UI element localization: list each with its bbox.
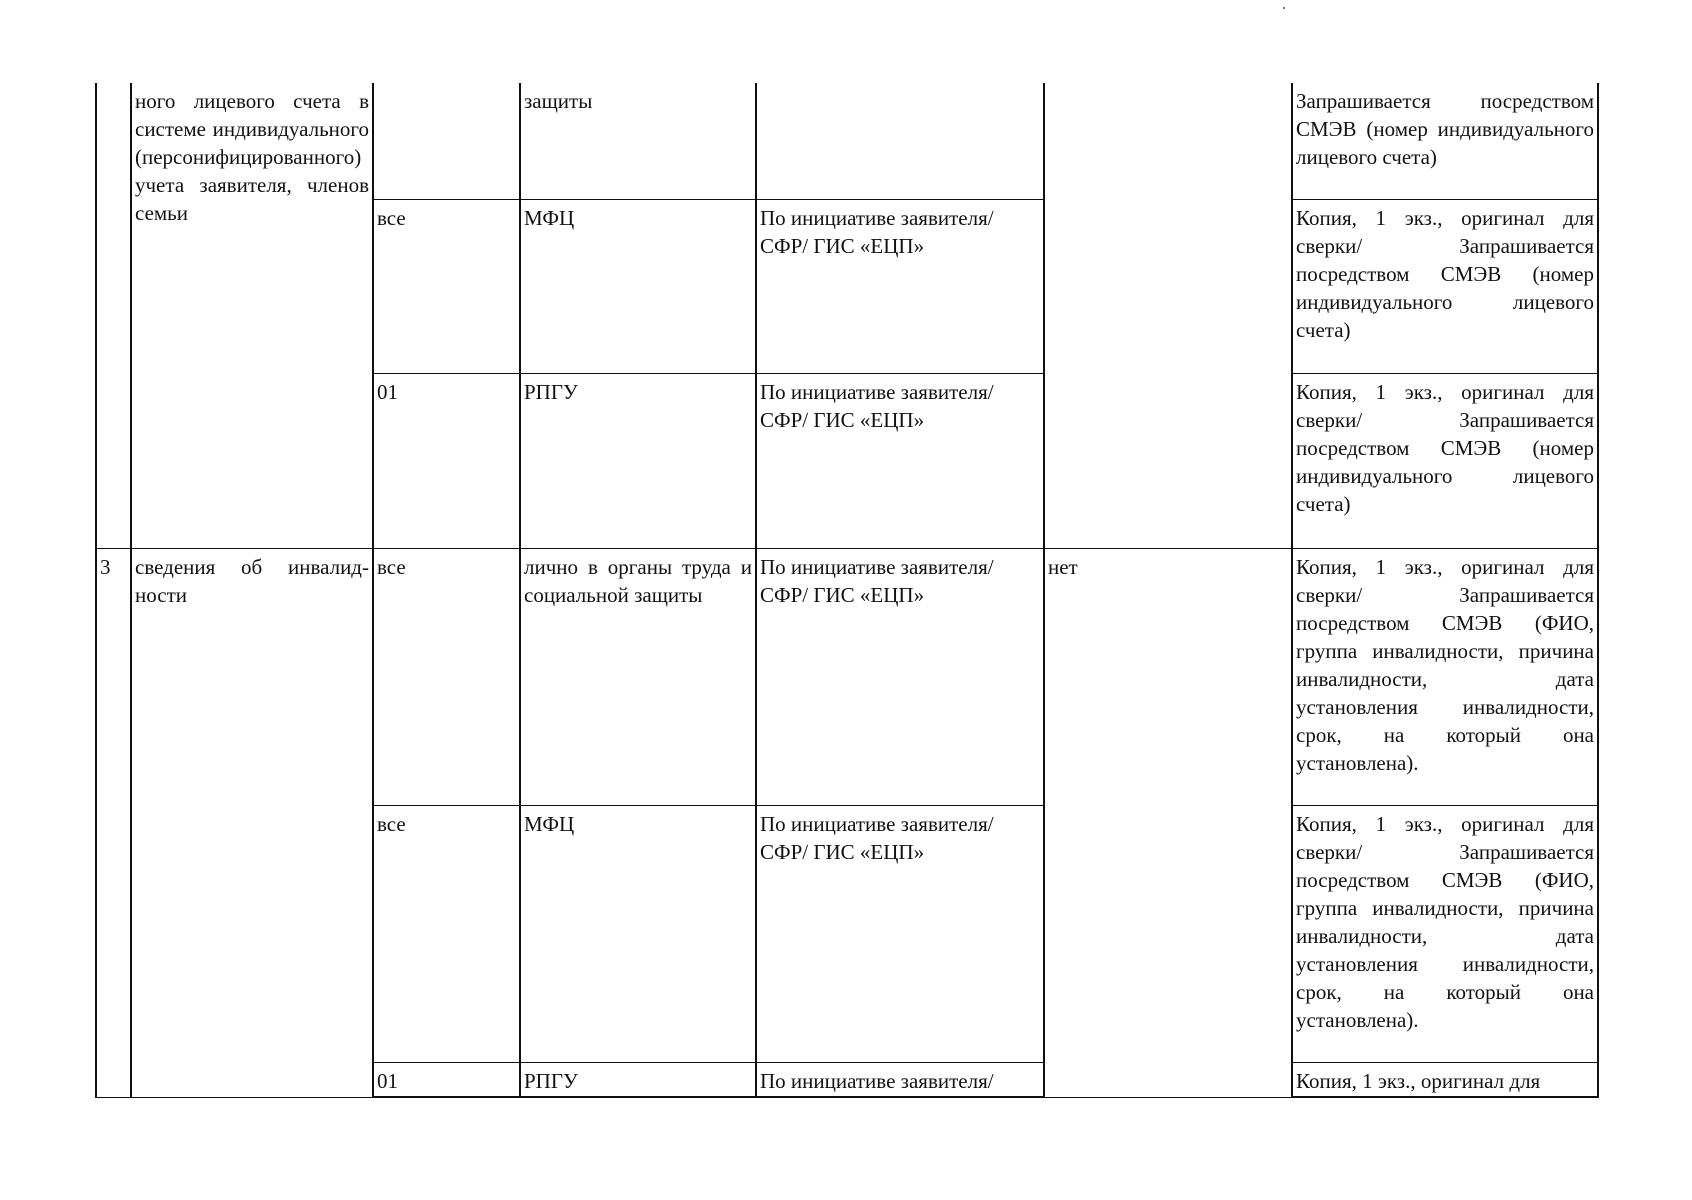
submission-note: Копия, 1 экз., оригинал для сверки/ Запрашивается посредством СМЭВ (номер индивидуального лицевого счета) [1292, 199, 1598, 373]
submission-initiative: По инициативе заявителя/ СФР/ ГИС «ЕЦП» [756, 373, 1044, 548]
submission-initiative: По инициативе заявителя/ СФР/ ГИС «ЕЦП» [756, 199, 1044, 373]
submission-place: защиты [520, 83, 756, 199]
submission-note: Копия, 1 экз., оригинал для сверки/ Запрашивается посредством СМЭВ (ФИО, группа инвалидности, причина инвалидности, дата установления инвалидности, срок, на который она установлена). [1292, 548, 1598, 805]
table-row [96, 83, 1598, 199]
scan-speck [1283, 7, 1285, 9]
document-name: ного лицевого счета в системе индивидуального (персонифицированного) учета заявителя, членов семьи [131, 83, 373, 548]
submission-place: МФЦ [520, 805, 756, 1062]
submission-place: МФЦ [520, 199, 756, 373]
submission-note: Запрашивается посредством СМЭВ (номер индивидуального лицевого счета) [1292, 83, 1598, 199]
requirements-table [95, 83, 1599, 1098]
applicant-category: 01 [373, 1062, 520, 1097]
submission-place: РПГУ [520, 1062, 756, 1097]
submission-note: Копия, 1 экз., оригинал для сверки/ Запрашивается посредством СМЭВ (ФИО, группа инвалидности, причина инвалидности, дата установления инвалидности, срок, на который она установлена). [1292, 805, 1598, 1062]
applicant-category: все [373, 805, 520, 1062]
submission-note: Копия, 1 экз., оригинал для сверки/ Запрашивается посредством СМЭВ (номер индивидуального лицевого счета) [1292, 373, 1598, 548]
submission-note: Копия, 1 экз., оригинал для [1292, 1062, 1598, 1097]
applicant-category [373, 83, 520, 199]
submission-initiative: По инициативе заявителя/ [756, 1062, 1044, 1097]
document-name: сведения об инвалидности [131, 548, 373, 1097]
mandatory-flag [1044, 83, 1292, 548]
submission-initiative: По инициативе заявителя/ СФР/ ГИС «ЕЦП» [756, 805, 1044, 1062]
applicant-category: все [373, 548, 520, 805]
row-number [96, 83, 131, 548]
submission-initiative: По инициативе заявителя/ СФР/ ГИС «ЕЦП» [756, 548, 1044, 805]
table-row [96, 548, 1598, 805]
row-number: 3 [96, 548, 131, 1097]
submission-place: лично в органы труда и социальной защиты [520, 548, 756, 805]
applicant-category: 01 [373, 373, 520, 548]
applicant-category: все [373, 199, 520, 373]
submission-initiative [756, 83, 1044, 199]
submission-place: РПГУ [520, 373, 756, 548]
mandatory-flag: нет [1044, 548, 1292, 1097]
